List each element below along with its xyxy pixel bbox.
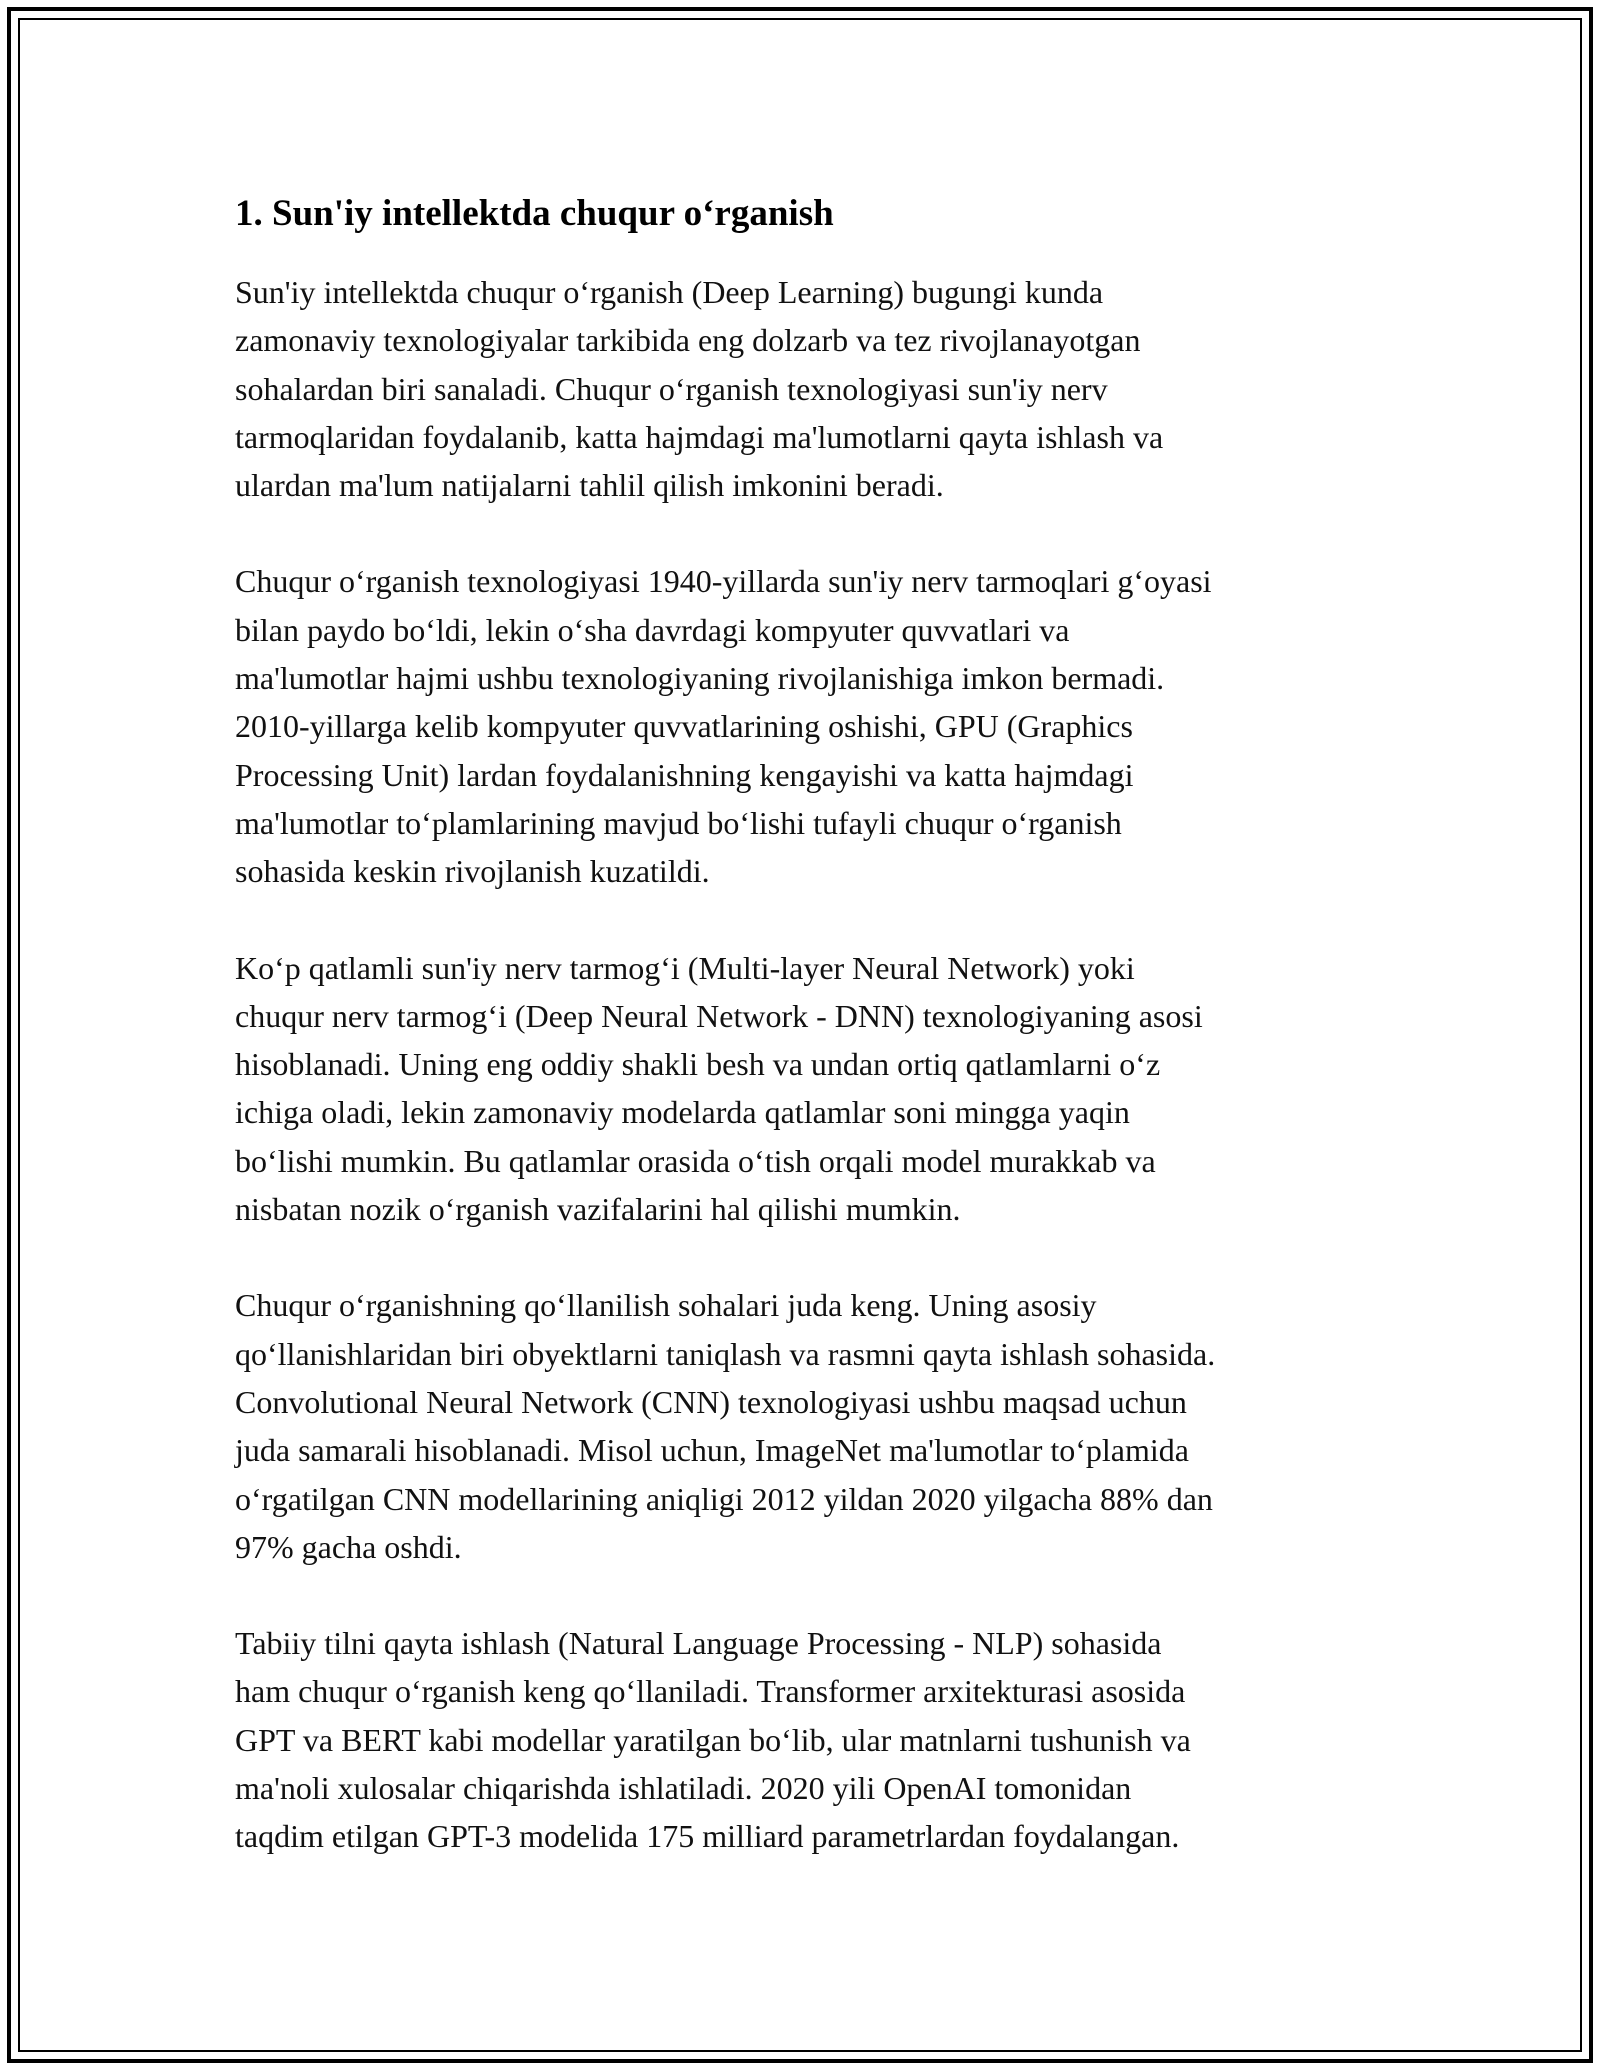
paragraph-line: ma'noli xulosalar chiqarishda ishlatiladi. 2020 yili OpenAI tomonidan: [235, 1770, 1132, 1807]
paragraph-line: juda samarali hisoblanadi. Misol uchun, ImageNet ma'lumotlar to‘plamida: [235, 1432, 1189, 1469]
paragraph-line: bo‘lishi mumkin. Bu qatlamlar orasida o‘tish orqali model murakkab va: [235, 1142, 1156, 1179]
paragraph-2: [235, 557, 1365, 895]
paragraph-line: Ko‘p qatlamli sun'iy nerv tarmog‘i (Multi-layer Neural Network) yoki: [235, 949, 1135, 986]
paragraph-line: 97% gacha oshdi.: [235, 1528, 462, 1565]
document-body: [235, 186, 1365, 1909]
paragraph-line: bilan paydo bo‘ldi, lekin o‘sha davrdagi kompyuter quvvatlari va: [235, 611, 1070, 648]
paragraph-1: [235, 268, 1365, 509]
paragraph-line: ulardan ma'lum natijalarni tahlil qilish imkonini beradi.: [235, 467, 944, 504]
paragraph-line: sohasida keskin rivojlanish kuzatildi.: [235, 853, 710, 890]
paragraph-line: ichiga oladi, lekin zamonaviy modelarda qatlamlar soni mingga yaqin: [235, 1094, 1130, 1131]
paragraph-line: zamonaviy texnologiyalar tarkibida eng dolzarb va tez rivojlanayotgan: [235, 322, 1141, 359]
paragraph-line: GPT va BERT kabi modellar yaratilgan bo‘lib, ular matnlarni tushunish va: [235, 1721, 1191, 1758]
paragraph-4: [235, 1281, 1365, 1571]
paragraph-list: [235, 268, 1365, 1861]
paragraph-line: nisbatan nozik o‘rganish vazifalarini hal qilishi mumkin.: [235, 1191, 961, 1228]
paragraph-line: sohalardan biri sanaladi. Chuqur o‘rganish texnologiyasi sun'iy nerv: [235, 370, 1108, 407]
paragraph-line: qo‘llanishlaridan biri obyektlarni taniqlash va rasmni qayta ishlash sohasida.: [235, 1335, 1216, 1372]
paragraph-line: Chuqur o‘rganish texnologiyasi 1940-yillarda sun'iy nerv tarmoqlari g‘oyasi: [235, 563, 1212, 600]
paragraph-line: Processing Unit) lardan foydalanishning kengayishi va katta hajmdagi: [235, 756, 1134, 793]
paragraph-line: ma'lumotlar to‘plamlarining mavjud bo‘lishi tufayli chuqur o‘rganish: [235, 804, 1122, 841]
section-heading: 1. Sun'iy intellektda chuqur o‘rganish: [235, 193, 834, 234]
paragraph-line: ma'lumotlar hajmi ushbu texnologiyaning rivojlanishiga imkon bermadi.: [235, 660, 1165, 697]
paragraph-line: Convolutional Neural Network (CNN) texnologiyasi ushbu maqsad uchun: [235, 1383, 1187, 1420]
paragraph-line: Sun'iy intellektda chuqur o‘rganish (Deep Learning) bugungi kunda: [235, 274, 1104, 310]
paragraph-line: Tabiiy tilni qayta ishlash (Natural Language Processing - NLP) sohasida: [235, 1625, 1162, 1662]
paragraph-line: taqdim etilgan GPT-3 modelida 175 milliard parametrlardan foydalangan.: [235, 1818, 1180, 1855]
paragraph-line: tarmoqlaridan foydalanib, katta hajmdagi ma'lumotlarni qayta ishlash va: [235, 418, 1164, 455]
paragraph-3: [235, 944, 1365, 1234]
paragraph-line: hisoblanadi. Uning eng oddiy shakli besh va undan ortiq qatlamlarni o‘z: [235, 1046, 1161, 1083]
paragraph-line: chuqur nerv tarmog‘i (Deep Neural Network - DNN) texnologiyaning asosi: [235, 997, 1203, 1034]
paragraph-line: Chuqur o‘rganishning qo‘llanilish sohalari juda keng. Uning asosiy: [235, 1287, 1097, 1324]
paragraph-line: 2010-yillarga kelib kompyuter quvvatlarining oshishi, GPU (Graphics: [235, 708, 1133, 745]
paragraph-line: o‘rgatilgan CNN modellarining aniqligi 2012 yildan 2020 yilgacha 88% dan: [235, 1480, 1213, 1517]
paragraph-5: [235, 1619, 1365, 1860]
paragraph-line: ham chuqur o‘rganish keng qo‘llaniladi. Transformer arxitekturasi asosida: [235, 1673, 1186, 1710]
